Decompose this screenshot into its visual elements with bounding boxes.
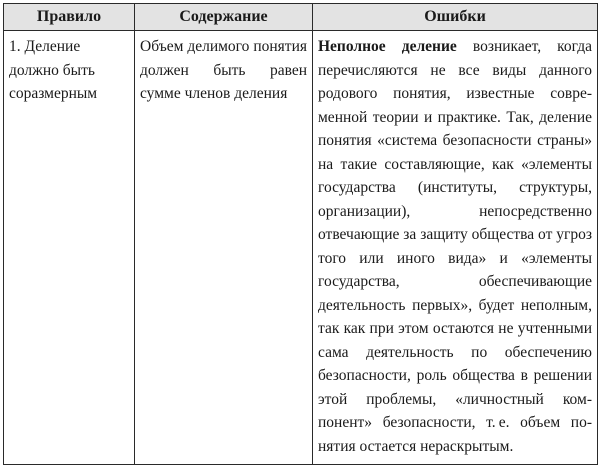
header-rule: Правило <box>4 4 135 31</box>
rules-table <box>3 3 598 465</box>
table-header-row <box>4 4 598 31</box>
header-content: Содержание <box>135 4 313 31</box>
rule-text: 1. Деление должно быть соразмерным <box>9 38 98 102</box>
errors-cell <box>313 31 598 465</box>
error-term: Неполное деление <box>318 38 457 55</box>
content-cell <box>135 31 313 465</box>
content-text: Объем делимого понятия должен быть равен сумме членов деления <box>140 38 307 102</box>
table-row <box>4 31 598 465</box>
rule-cell <box>4 31 135 465</box>
header-errors: Ошибки <box>313 4 598 31</box>
error-description: возникает, когда перечисляются не все виды данного родового понятия, известные современной теории и практике. Так, деление понятия «система безопасности страны» на такие составляющие, как «элементы государства (институты, структуры, организации), непосредственно отвечающие за защиту общества от угроз того или иного вида» и «элементы государства, обеспечивающие деятельность первых», будет неполным, так как при этом остаются не учтенными сама деятельность по обеспечению безопасности, роль общества в решении этой проблемы, «личностный компонент» безопасности, т. е. объем понятия остается нераскрытым. <box>318 38 592 455</box>
